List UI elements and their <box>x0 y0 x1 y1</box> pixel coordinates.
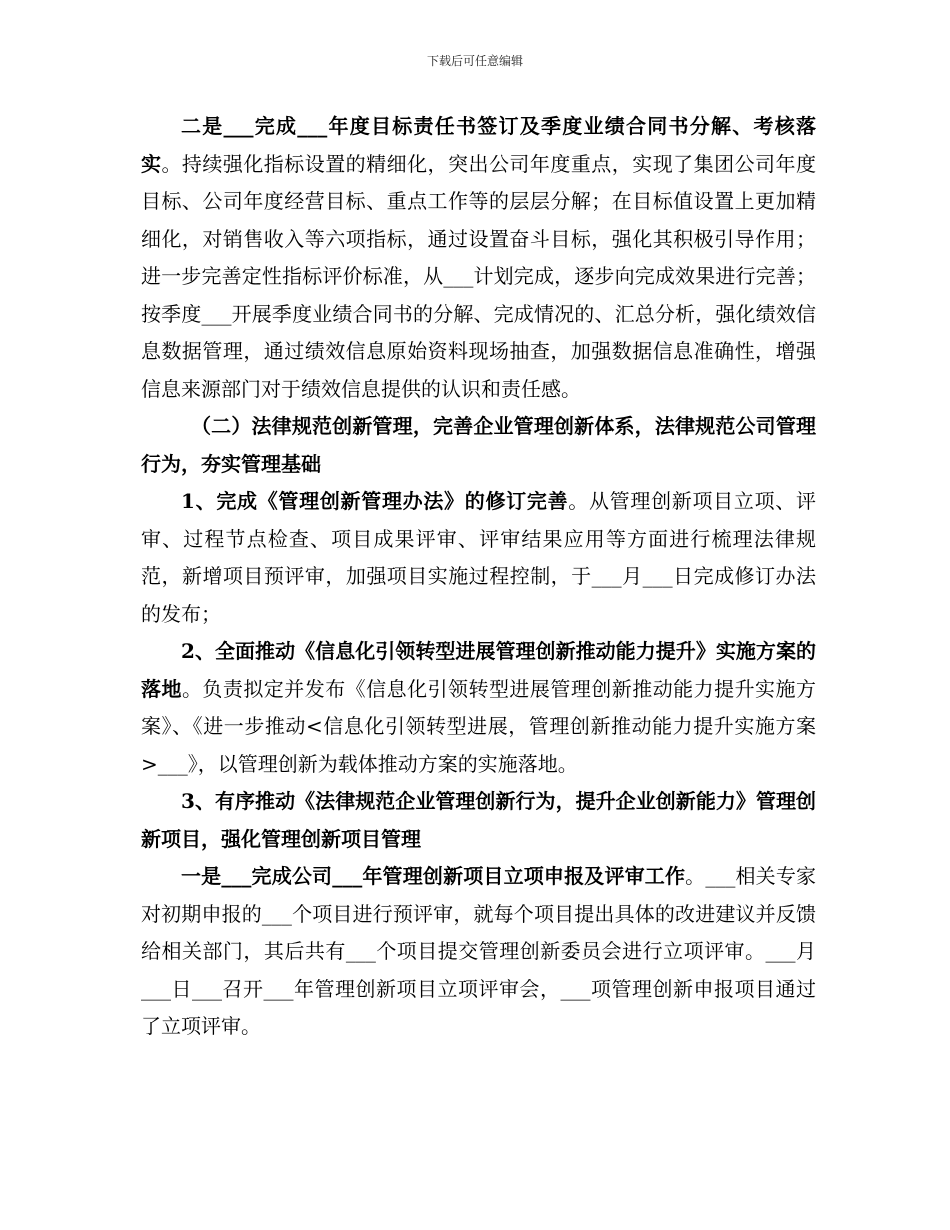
paragraph-lead: 一是___完成公司___年管理创新项目立项申报及评审工作 <box>181 864 686 888</box>
section-heading-innovation-management <box>141 408 816 483</box>
paragraph-item-1 <box>141 483 816 633</box>
page-header: 下载后可任意编辑 <box>426 54 523 68</box>
paragraph-item-3 <box>141 783 816 858</box>
paragraph-project-review <box>141 858 816 1046</box>
section-heading-text: （二）法律规范创新管理，完善企业管理创新体系，法律规范公司管理行为，夯实管理基础 <box>141 414 816 476</box>
paragraph-text: 。持续强化指标设置的精细化，突出公司年度重点，实现了集团公司年度目标、公司年度经营目标、重点工作等的层层分解；在目标值设置上更加精细化，对销售收入等六项指标，通过设置奋斗目标，强化其积极引导作用；进一步完善定性指标评价标准，从___计划完成，逐步向完成效果进行完善；按季度___开展季度业绩合同书的分解、完成情况的、汇总分析，强化绩效信息数据管理，通过绩效信息原始资料现场抽查，加强数据信息准确性，增强信息来源部门对于绩效信息提供的认识和责任感。 <box>141 151 816 401</box>
paragraph-text: 。从管理创新项目立项、评审、过程节点检查、项目成果评审、评审结果应用等方面进行梳理法律规范，新增项目预评审，加强项目实施过程控制，于___月___日完成修订办法的发布； <box>141 489 816 626</box>
paragraph-item-2 <box>141 633 816 783</box>
paragraph-lead: 3、有序推动《法律规范企业管理创新行为，提升企业创新能力》管理创新项目，强化管理创新项目管理 <box>141 789 816 851</box>
document-body <box>141 108 816 1046</box>
paragraph-text: 。负责拟定并发布《信息化引领转型进展管理创新推动能力提升实施方案》、《进一步推动<信息化引领转型进展，管理创新推动能力提升实施方案>___》，以管理创新为载体推动方案的实施落地。 <box>141 676 816 776</box>
paragraph-lead: 二是___完成___年度目标责任书签订及季度业绩合同书分解、考核落实 <box>141 114 816 176</box>
paragraph-target-responsibility <box>141 108 816 408</box>
paragraph-lead: 2、全面推动《信息化引领转型进展管理创新推动能力提升》实施方案的落地 <box>141 639 816 701</box>
paragraph-lead: 1、完成《管理创新管理办法》的修订完善 <box>181 489 569 513</box>
paragraph-text: 。___相关专家对初期申报的___个项目进行预评审，就每个项目提出具体的改进建议并反馈给相关部门，其后共有___个项目提交管理创新委员会进行立项评审。___月___日___召开___年管理创新项目立项评审会，___项管理创新申报项目通过了立项评审。 <box>141 864 817 1038</box>
